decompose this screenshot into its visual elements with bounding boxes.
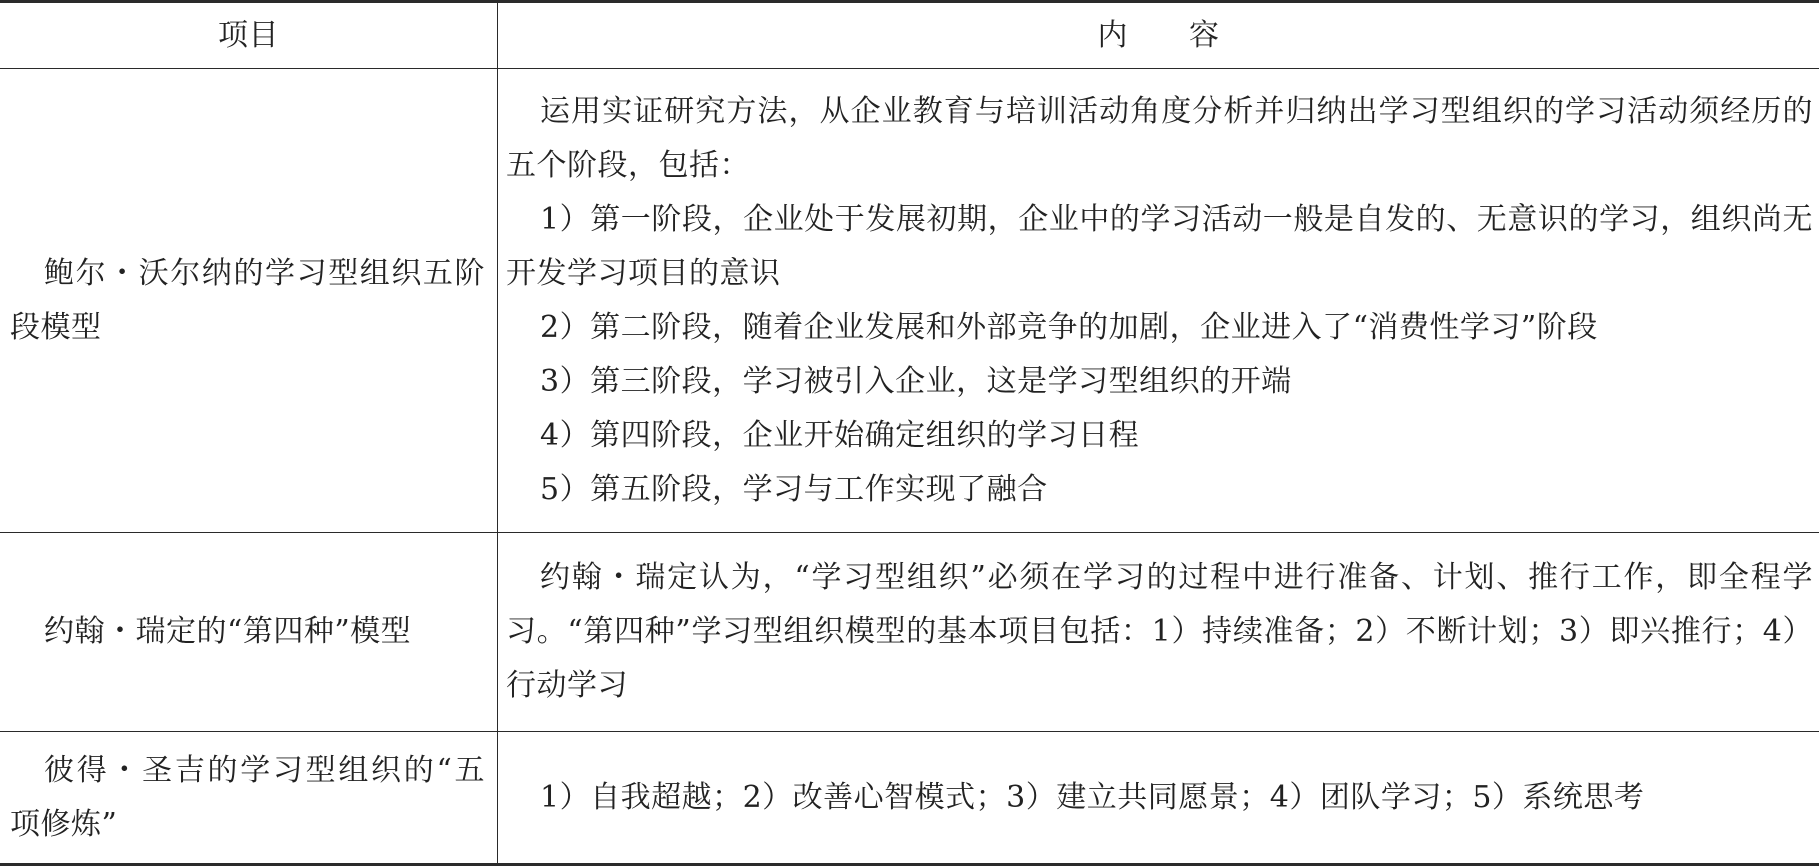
row-1-stage-1: 1）第一阶段，企业处于发展初期，企业中的学习活动一般是自发的、无意识的学习，组织尚无开发学习项目的意识 bbox=[506, 201, 1813, 291]
row-1-stage-4: 4）第四阶段，企业开始确定组织的学习日程 bbox=[540, 417, 1140, 453]
row-1-item-text: 鲍尔・沃尔纳的学习型组织五阶段模型 bbox=[10, 255, 485, 345]
header-item: 项目 bbox=[218, 18, 279, 53]
header-content: 内 容 bbox=[1097, 18, 1220, 53]
row-1-stage-2: 2）第二阶段，随着企业发展和外部竞争的加剧，企业进入了“消费性学习”阶段 bbox=[540, 309, 1598, 345]
table-row-2-content bbox=[498, 533, 1819, 731]
row-1-stage-5: 5）第五阶段，学习与工作实现了融合 bbox=[540, 471, 1048, 507]
table-row-3-item bbox=[0, 732, 497, 863]
row-3-content-text: 1）自我超越；2）改善心智模式；3）建立共同愿景；4）团队学习；5）系统思考 bbox=[540, 779, 1645, 815]
row-1-stage-3: 3）第三阶段，学习被引入企业，这是学习型组织的开端 bbox=[540, 363, 1292, 399]
table-row-2-item bbox=[0, 533, 497, 731]
row-3-item-text: 彼得・圣吉的学习型组织的“五项修炼” bbox=[10, 752, 485, 842]
table-row-1-item bbox=[0, 69, 497, 532]
row-2-content-text: 约翰・瑞定认为，“学习型组织”必须在学习的过程中进行准备、计划、推行工作，即全程学习。“第四种”学习型组织模型的基本项目包括：1）持续准备；2）不断计划；3）即兴推行；4）行动学习 bbox=[506, 560, 1813, 703]
row-1-intro: 运用实证研究方法，从企业教育与培训活动角度分析并归纳出学习型组织的学习活动须经历的五个阶段，包括： bbox=[506, 93, 1813, 183]
table-row-1-content bbox=[498, 69, 1819, 532]
table-row-3-content bbox=[498, 732, 1819, 863]
row-2-item-text: 约翰・瑞定的“第四种”模型 bbox=[44, 614, 412, 649]
